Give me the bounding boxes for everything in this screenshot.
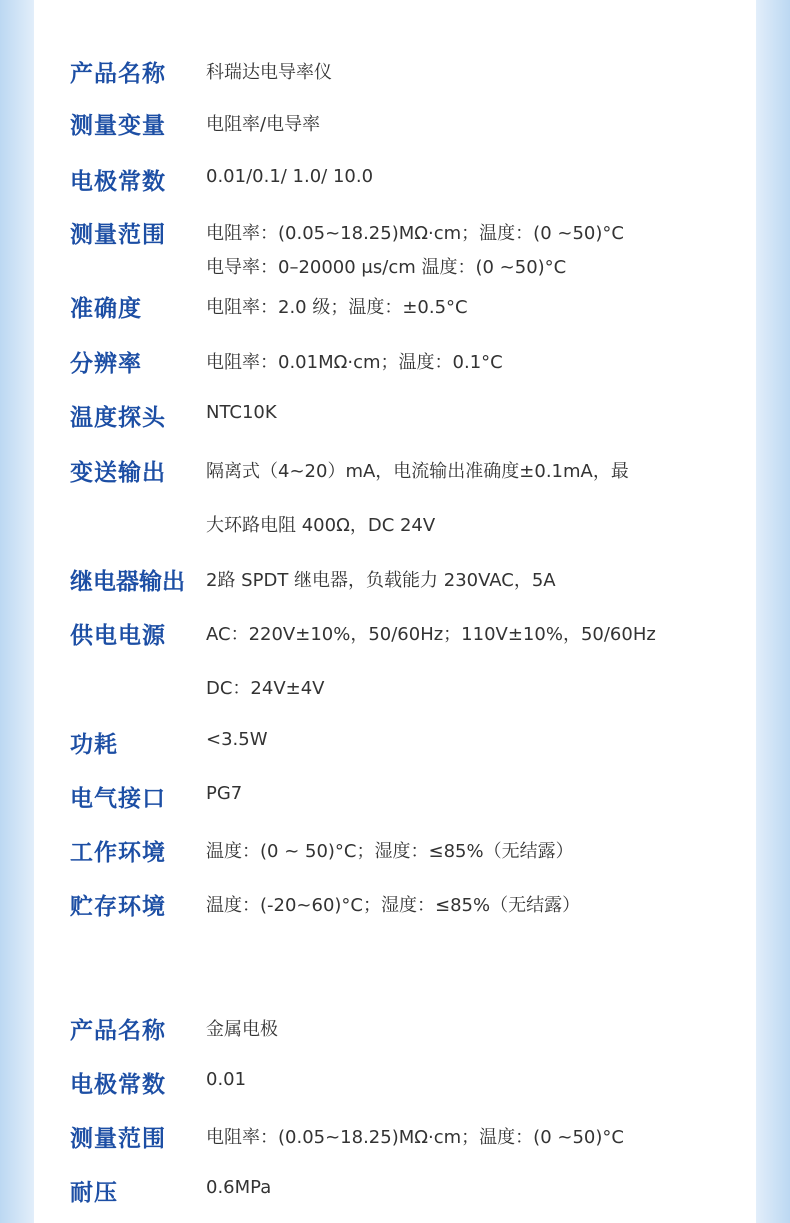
spec-label: 温度探头 (70, 405, 166, 431)
spec-label: 测量范围 (70, 222, 166, 248)
spec-value: 0.01 (206, 1069, 247, 1090)
spec-value: 电阻率：(0.05~18.25)MΩ·cm；温度：(0 ~50)°C (206, 223, 624, 244)
spec-value: <3.5W (206, 729, 268, 750)
spec-value: NTC10K (206, 402, 277, 423)
spec-label: 供电电源 (70, 623, 166, 649)
spec-label: 准确度 (70, 296, 142, 322)
spec-value: AC：220V±10%，50/60Hz；110V±10%，50/60Hz (206, 624, 656, 645)
spec-value: 隔离式（4~20）mA，电流输出准确度±0.1mA，最 (206, 461, 629, 482)
spec-card (34, 0, 756, 1223)
right-border (756, 0, 790, 1223)
spec-label: 电气接口 (70, 786, 166, 812)
left-border (0, 0, 34, 1223)
spec-value: 金属电极 (206, 1019, 278, 1040)
spec-value: 0.01/0.1/ 1.0/ 10.0 (206, 166, 374, 187)
spec-value: 电阻率/电导率 (206, 114, 321, 135)
spec-value: 温度：(-20~60)°C；湿度：≤85%（无结露） (206, 895, 581, 916)
spec-value: 电阻率：0.01MΩ·cm；温度：0.1°C (206, 352, 503, 373)
spec-value: 科瑞达电导率仪 (206, 62, 332, 83)
spec-label: 电极常数 (70, 169, 166, 195)
spec-value: 0.6MPa (206, 1177, 272, 1198)
spec-label: 继电器输出 (70, 569, 185, 595)
spec-label: 工作环境 (70, 840, 166, 866)
spec-value: PG7 (206, 783, 243, 804)
spec-label: 贮存环境 (70, 894, 166, 920)
spec-label: 分辨率 (70, 351, 142, 377)
spec-value-line2: DC：24V±4V (206, 678, 325, 699)
spec-value: 电阻率：2.0 级；温度：±0.5°C (206, 297, 468, 318)
spec-label: 变送输出 (70, 460, 166, 486)
spec-value: 2路 SPDT 继电器，负载能力 230VAC，5A (206, 570, 556, 591)
spec-label: 产品名称 (70, 1018, 166, 1044)
spec-value-line2: 电导率：0–20000 μs/cm 温度：(0 ~50)°C (206, 257, 567, 278)
spec-label: 测量变量 (70, 113, 166, 139)
spec-value: 电阻率：(0.05~18.25)MΩ·cm；温度：(0 ~50)°C (206, 1127, 624, 1148)
spec-value-line2: 大环路电阻 400Ω，DC 24V (206, 515, 436, 536)
spec-value: 温度：(0 ~ 50)°C；湿度：≤85%（无结露） (206, 841, 574, 862)
spec-label: 产品名称 (70, 61, 166, 87)
spec-label: 耐压 (70, 1180, 118, 1206)
spec-label: 测量范围 (70, 1126, 166, 1152)
spec-label: 电极常数 (70, 1072, 166, 1098)
spec-label: 功耗 (70, 732, 118, 758)
